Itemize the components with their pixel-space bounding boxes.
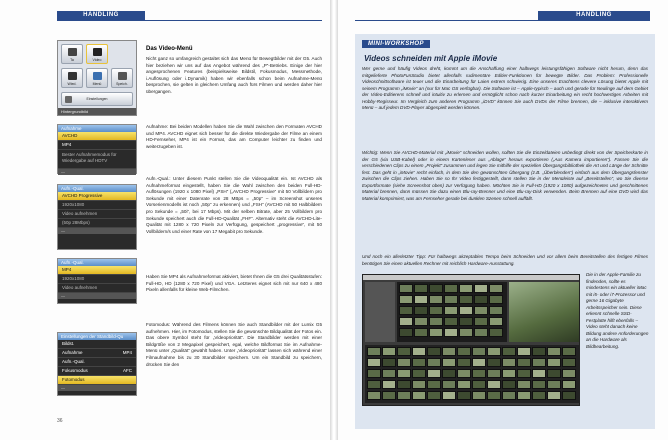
clip-thumbnail	[487, 347, 501, 356]
clip-thumbnail	[397, 391, 411, 400]
clip-thumbnail	[502, 369, 516, 378]
clip-thumbnail	[532, 391, 546, 400]
paragraph-photo-mode: Fotomodus: Während des Filmens können Sie auch Standbilder mit der Lumix G5 aufnehmen. Hier, im Fotomodus, stellen Sie die gewünschte Bildqualität der Fotos ein. Das obere Symbol steht für „Videopriorität“. Die Standbilder werden mit einer Bildgröße von 2 Megapixel gespeichert, egal, welche Bildformat Sie im Aufnahme-Menü unter „Qualität“ gewählt haben. Unter „Videopriorität“ lassen sich während einer Filmaufnahme bis zu 30 Standbilder speichern. Um ein Standbild zu speichern, drücken Sie den	[146, 322, 322, 367]
page-title: Das Video-Menü	[146, 46, 193, 52]
clip-thumbnail	[472, 347, 486, 356]
quality-mp4-screenshot	[57, 258, 137, 304]
project-thumbnail	[459, 306, 473, 315]
clip-thumbnail	[457, 358, 471, 367]
clip-thumbnail	[367, 369, 381, 378]
menu-button-video: Video	[86, 44, 108, 64]
paragraph-mp4: Haben Sie MP4 als Aufnahmeformat aktiviert, bietet Ihnen die G5 drei Qualitätsstufen: Full-HD, HD (1280 x 720 Pixel) und VGA. Letzteres eignet sich mit nur 640 x 480 Pixeln allenfalls für kleine Web-Filmchen.	[146, 274, 322, 293]
project-thumbnail	[414, 284, 428, 293]
workshop-label: MINI-WORKSHOP	[362, 40, 430, 48]
project-thumbnail	[399, 295, 413, 304]
clip-thumbnail	[367, 358, 381, 367]
project-thumbnail	[444, 295, 458, 304]
clip-thumbnail	[412, 358, 426, 367]
clip-thumbnail	[457, 369, 471, 378]
project-thumbnail	[459, 295, 473, 304]
play-icon	[68, 72, 77, 80]
clip-thumbnail	[517, 358, 531, 367]
option-hint: Bester Aufnahmemodus für Wiedergabe auf HDTV	[58, 150, 136, 169]
screen-header: Einstellungen der Standbild-Qu	[58, 333, 136, 340]
clip-thumbnail	[562, 358, 576, 367]
project-thumbnail	[489, 284, 503, 293]
project-thumbnail	[459, 284, 473, 293]
project-thumbnail	[474, 328, 488, 337]
project-thumbnail	[399, 328, 413, 337]
project-thumbnail	[489, 317, 503, 326]
clip-thumbnail	[397, 369, 411, 378]
workshop-title: Videos schneiden mit Apple iMovie	[364, 54, 498, 63]
workshop-side-text: Die in der Apple-Familie zu findenden, sollte es mindestens ein aktueller iMac mit i5- oder i7-Prozessor und gerne 16 Gigabyte Arbeitsspeicher sein. Diese erkennt schnelle SSD-Festplatte hilft ebenfalls – Video steht danach keine Bildung andere Anforderungen an die Hardware als Bildbearbeitung.	[586, 272, 649, 350]
camera-icon	[68, 48, 77, 56]
clip-thumbnail	[442, 347, 456, 356]
clip-thumbnail	[397, 380, 411, 389]
clip-thumbnail	[412, 369, 426, 378]
screen-header: Aufnahme	[58, 125, 136, 132]
screen-footer: —	[58, 293, 136, 299]
clip-thumbnail	[487, 369, 501, 378]
project-thumbnail	[489, 306, 503, 315]
workshop-paragraph-1: Wer gerne und häufig Videos dreht, kommt um die Anschaffung einer halbwegs leistungsfähigen Software nicht herum, denn das mitgelieferte PhotoFunStudio bietet allenfalls rudimentäre Editier-Funktionen für bewegte Bilder. Das Problem: Professionelle Videoschnittsoftware ist teuer und die Einarbeitung für Laien extrem schwierig. Eine unseres Erachtens clevere Lösung bietet Apple mit seinem Programm „iMovie“ an (nur für Mac OS verfügbar). Die Software ist – Apple-typisch – auch und gerade für Neulinge auf dem Gebiet der Video-Editierens schnell und intuitiv zu erlernen und ermöglicht schon nach kurzer Einarbeitung ein recht hochwertiges Arbeiten mit Hobby-Regisseur. Im Vergleich zum anderen Programm „iDVD“ können Sie auch DVDs der Filme brennen, die – inklusive interaktivem Menü – auf jedem DVD-Player abgespielt werden können.	[362, 66, 648, 111]
screen-footer: —	[58, 169, 136, 175]
clip-thumbnail	[517, 347, 531, 356]
clip-thumbnail	[427, 380, 441, 389]
screen-footer: —	[58, 228, 136, 234]
project-thumbnail	[444, 306, 458, 315]
clip-thumbnail	[547, 369, 561, 378]
header-rule	[355, 20, 650, 21]
menu-button-playback: Wied.	[61, 68, 83, 88]
option-mp4: MP4	[58, 266, 136, 275]
clip-thumbnail	[367, 380, 381, 389]
project-thumbnail	[399, 317, 413, 326]
project-thumbnail	[429, 317, 443, 326]
clip-thumbnail	[532, 347, 546, 356]
clip-thumbnail	[457, 347, 471, 356]
clip-thumbnail	[547, 391, 561, 400]
clip-thumbnail	[427, 347, 441, 356]
clip-thumbnail	[442, 380, 456, 389]
option-avchd: AVCHD	[58, 132, 136, 141]
resolution: 1920x1080	[58, 275, 136, 284]
description: Video aufnehmen	[58, 210, 136, 219]
quality-avchd-screenshot	[57, 184, 137, 250]
clip-thumbnail	[397, 347, 411, 356]
clip-thumbnail	[412, 380, 426, 389]
imovie-viewer	[509, 282, 579, 342]
project-thumbnail	[414, 317, 428, 326]
section-label: HANDLING	[57, 11, 145, 20]
clip-thumbnail	[412, 391, 426, 400]
page-number: 36	[57, 418, 63, 424]
clip-thumbnail	[487, 380, 501, 389]
clip-thumbnail	[427, 391, 441, 400]
clip-thumbnail	[532, 380, 546, 389]
project-thumbnail	[474, 284, 488, 293]
clip-thumbnail	[442, 358, 456, 367]
clip-thumbnail	[472, 358, 486, 367]
project-thumbnail	[399, 306, 413, 315]
clip-thumbnail	[502, 358, 516, 367]
clip-thumbnail	[382, 391, 396, 400]
setting-row: Aufn.-Qual.	[58, 358, 136, 367]
clip-thumbnail	[502, 380, 516, 389]
imovie-toolbar	[363, 275, 579, 280]
video-settings-screenshot	[57, 332, 137, 396]
menu-footer: Hintergrundbild	[58, 108, 136, 115]
project-thumbnail	[474, 295, 488, 304]
clip-thumbnail	[382, 380, 396, 389]
project-thumbnail	[399, 284, 413, 293]
clip-thumbnail	[367, 347, 381, 356]
card-icon	[118, 72, 127, 80]
imovie-screenshot	[362, 274, 580, 406]
clip-thumbnail	[382, 369, 396, 378]
clip-thumbnail	[472, 369, 486, 378]
resolution: 1920x1080	[58, 201, 136, 210]
video-icon	[93, 48, 102, 56]
clip-thumbnail	[472, 391, 486, 400]
project-thumbnail	[444, 317, 458, 326]
clip-thumbnail	[517, 380, 531, 389]
clip-thumbnail	[562, 347, 576, 356]
project-thumbnail	[474, 317, 488, 326]
clip-thumbnail	[427, 358, 441, 367]
clip-thumbnail	[457, 380, 471, 389]
clip-thumbnail	[517, 369, 531, 378]
project-thumbnail	[459, 317, 473, 326]
bitrate: (50p 28Mbps)	[58, 219, 136, 228]
menu-button-settings: Einstellungen	[61, 92, 133, 106]
project-thumbnail	[489, 328, 503, 337]
book-gutter	[330, 0, 338, 440]
project-thumbnail	[429, 284, 443, 293]
paragraph-intro: Nicht ganz so umfangreich gestaltet sich das Menü für Bewegtbilder mit der G5. Auch hier beziehen wir uns auf das Angebot während des „P“-Betriebs. Einige der hier angesprochenen Features (beispielsweise Bildstil, Fokusmodus, Messmethode, i.Auflösung oder i.Dynamik) haben wir ebenfalls schon beim Aufnahme-Menü besprochen, sie gelten in gleichem Umfang auch fürs Filmen und werden daher hier übergangen.	[146, 56, 322, 94]
clip-thumbnail	[517, 391, 531, 400]
project-thumbnail	[489, 295, 503, 304]
option-mp4: MP4	[58, 141, 136, 150]
clip-thumbnail	[487, 391, 501, 400]
setting-row: Fokusmodus AFC	[58, 367, 136, 376]
clip-thumbnail	[532, 369, 546, 378]
clip-thumbnail	[442, 369, 456, 378]
option-avchd-progressive: AVCHD Progressive	[58, 192, 136, 201]
clip-thumbnail	[397, 358, 411, 367]
menu-button-photo: Ta	[61, 44, 83, 64]
clip-thumbnail	[562, 369, 576, 378]
clip-thumbnail	[502, 347, 516, 356]
clip-thumbnail	[367, 391, 381, 400]
project-thumbnail	[429, 306, 443, 315]
video-menu-screenshot	[57, 40, 137, 116]
screen-footer: —	[58, 385, 136, 391]
clip-thumbnail	[562, 391, 576, 400]
screen-header: Aufn.-Qual.	[58, 259, 136, 266]
clip-thumbnail	[532, 358, 546, 367]
clip-thumbnail	[487, 358, 501, 367]
setting-row-photo-mode: Fotomodus	[58, 376, 136, 385]
screen-header: Aufn.-Qual.	[58, 185, 136, 192]
project-thumbnail	[414, 328, 428, 337]
menu-button-storage: Speich.	[111, 68, 133, 88]
clip-thumbnail	[547, 380, 561, 389]
menu-icon	[93, 72, 102, 80]
imovie-event-browser	[365, 345, 579, 403]
paragraph-quality: Aufn.-Qual.: Unter diesem Punkt stellen Sie die Videoqualität ein. Ist AVCHD als Aufnahmeformat eingestellt, haben Sie die Wahl zwischen den beiden Full-HD-Auflösungen (1920 x 1080 Pixel) „PSH“ („AVCHD Progressive“ mit 50 Vollbildern pro Sekunde mit einer Datenrate von 28 MBps = „50p“ – im Screenshot unseres Vorserienmodells ist noch „50p“ zu erkennen) und „FSH“ (AVCHD mit 50 Halbbildern pro Sekunde = „50i“, bei 17 Mbps). Mit der selben Bitrate, aber 25 Vollbildern pro Sekunde speichert auch die Full-HD-Qualität „FHF“. Alternativ steht die AVCHD-Lite-Qualität mit 1280 x 720 Pixeln zur Verfügung, gespeichert „progressive“, mit 50 Vollbildern/s und einer Rate von 17 Megabit pro Sekunde.	[146, 176, 322, 234]
project-thumbnail	[414, 306, 428, 315]
clip-thumbnail	[502, 391, 516, 400]
clip-thumbnail	[442, 391, 456, 400]
clip-thumbnail	[547, 347, 561, 356]
project-thumbnail	[429, 295, 443, 304]
clip-thumbnail	[472, 380, 486, 389]
imovie-library	[365, 282, 395, 342]
menu-button-menu: Menü	[86, 68, 108, 88]
setting-row: Aufnahme MP4	[58, 349, 136, 358]
section-label: HANDLING	[538, 11, 650, 20]
project-thumbnail	[459, 328, 473, 337]
workshop-paragraph-2: Wichtig: Wenn Sie AVCHD-Material mit „iMovie“ schneiden wollen, sollten Sie die Einzeldateien unbedingt direkt von der Speicherkarte in der G5 (via USB-Kabel) oder in einem Kartenleser aus „Ablage“ heraus exportieren („Aus Kamera importieren“). Fassen Sie die verschiedenen Clips zu einem „Projekt“ zusammen und legen Sie mithilfe der speziellen Übergangsbibliothek die Art und Länge der Schnitte fest. Das geht in „iMovie“ recht einfach, in dem Sie den gewünschten Übergang (z.B. „Überblenden“) einfach aus dem Übergangsfenster zwischen die Clips ziehen. Haben Sie so Ihr Video fertiggestellt, dann stellen Sie in der Menüleiste auf „Bereitstellen“, wo Sie diverse Exportformate (siehe Screenshot oben) zur Verfügung haben. Möchten Sie in Full-HD (1920 x 1080) aufgezeichnetes und geschnittenes Material brennen, dann müssen Sie dazu einen Blu-ray-Brenner und eine Blu-ray-Disk verwenden. Beim Brennen auf eine DVD wird das Material komprimiert, was am Fernseher gerade bei dunklen Szenen schnell auffällt.	[362, 150, 648, 201]
header-rule	[57, 20, 322, 21]
clip-thumbnail	[457, 391, 471, 400]
project-thumbnail	[429, 328, 443, 337]
project-thumbnail	[444, 284, 458, 293]
paragraph-aufnahme: Aufnahme: Bei beiden Modellen haben Sie die Wahl zwischen den Formaten AVCHD und MP4. AVCHD eignet sich besser für die direkte Wiedergabe der Filme an einem HD-Fernseher, MP4 ist ein Format, das am Computer leichter zu finden und weiterzugeben ist.	[146, 124, 322, 149]
clip-thumbnail	[427, 369, 441, 378]
clip-thumbnail	[547, 358, 561, 367]
format-screenshot	[57, 124, 137, 174]
imovie-project-area	[397, 282, 507, 342]
workshop-paragraph-3: Und noch ein allerletzter Tipp: Für halbwegs akzeptables Tempo beim Schneiden und vor allem beim Bereitstellen des fertigen Filmes benötigen Sie einen aktuellen Rechner mit reichlich Hardware-Ausstattung.	[362, 254, 648, 266]
project-thumbnail	[414, 295, 428, 304]
description: Video aufnehmen	[58, 284, 136, 293]
clip-thumbnail	[412, 347, 426, 356]
clip-thumbnail	[382, 358, 396, 367]
project-thumbnail	[474, 306, 488, 315]
clip-thumbnail	[562, 380, 576, 389]
setting-row: Bildst.	[58, 340, 136, 349]
project-thumbnail	[444, 328, 458, 337]
clip-thumbnail	[382, 347, 396, 356]
